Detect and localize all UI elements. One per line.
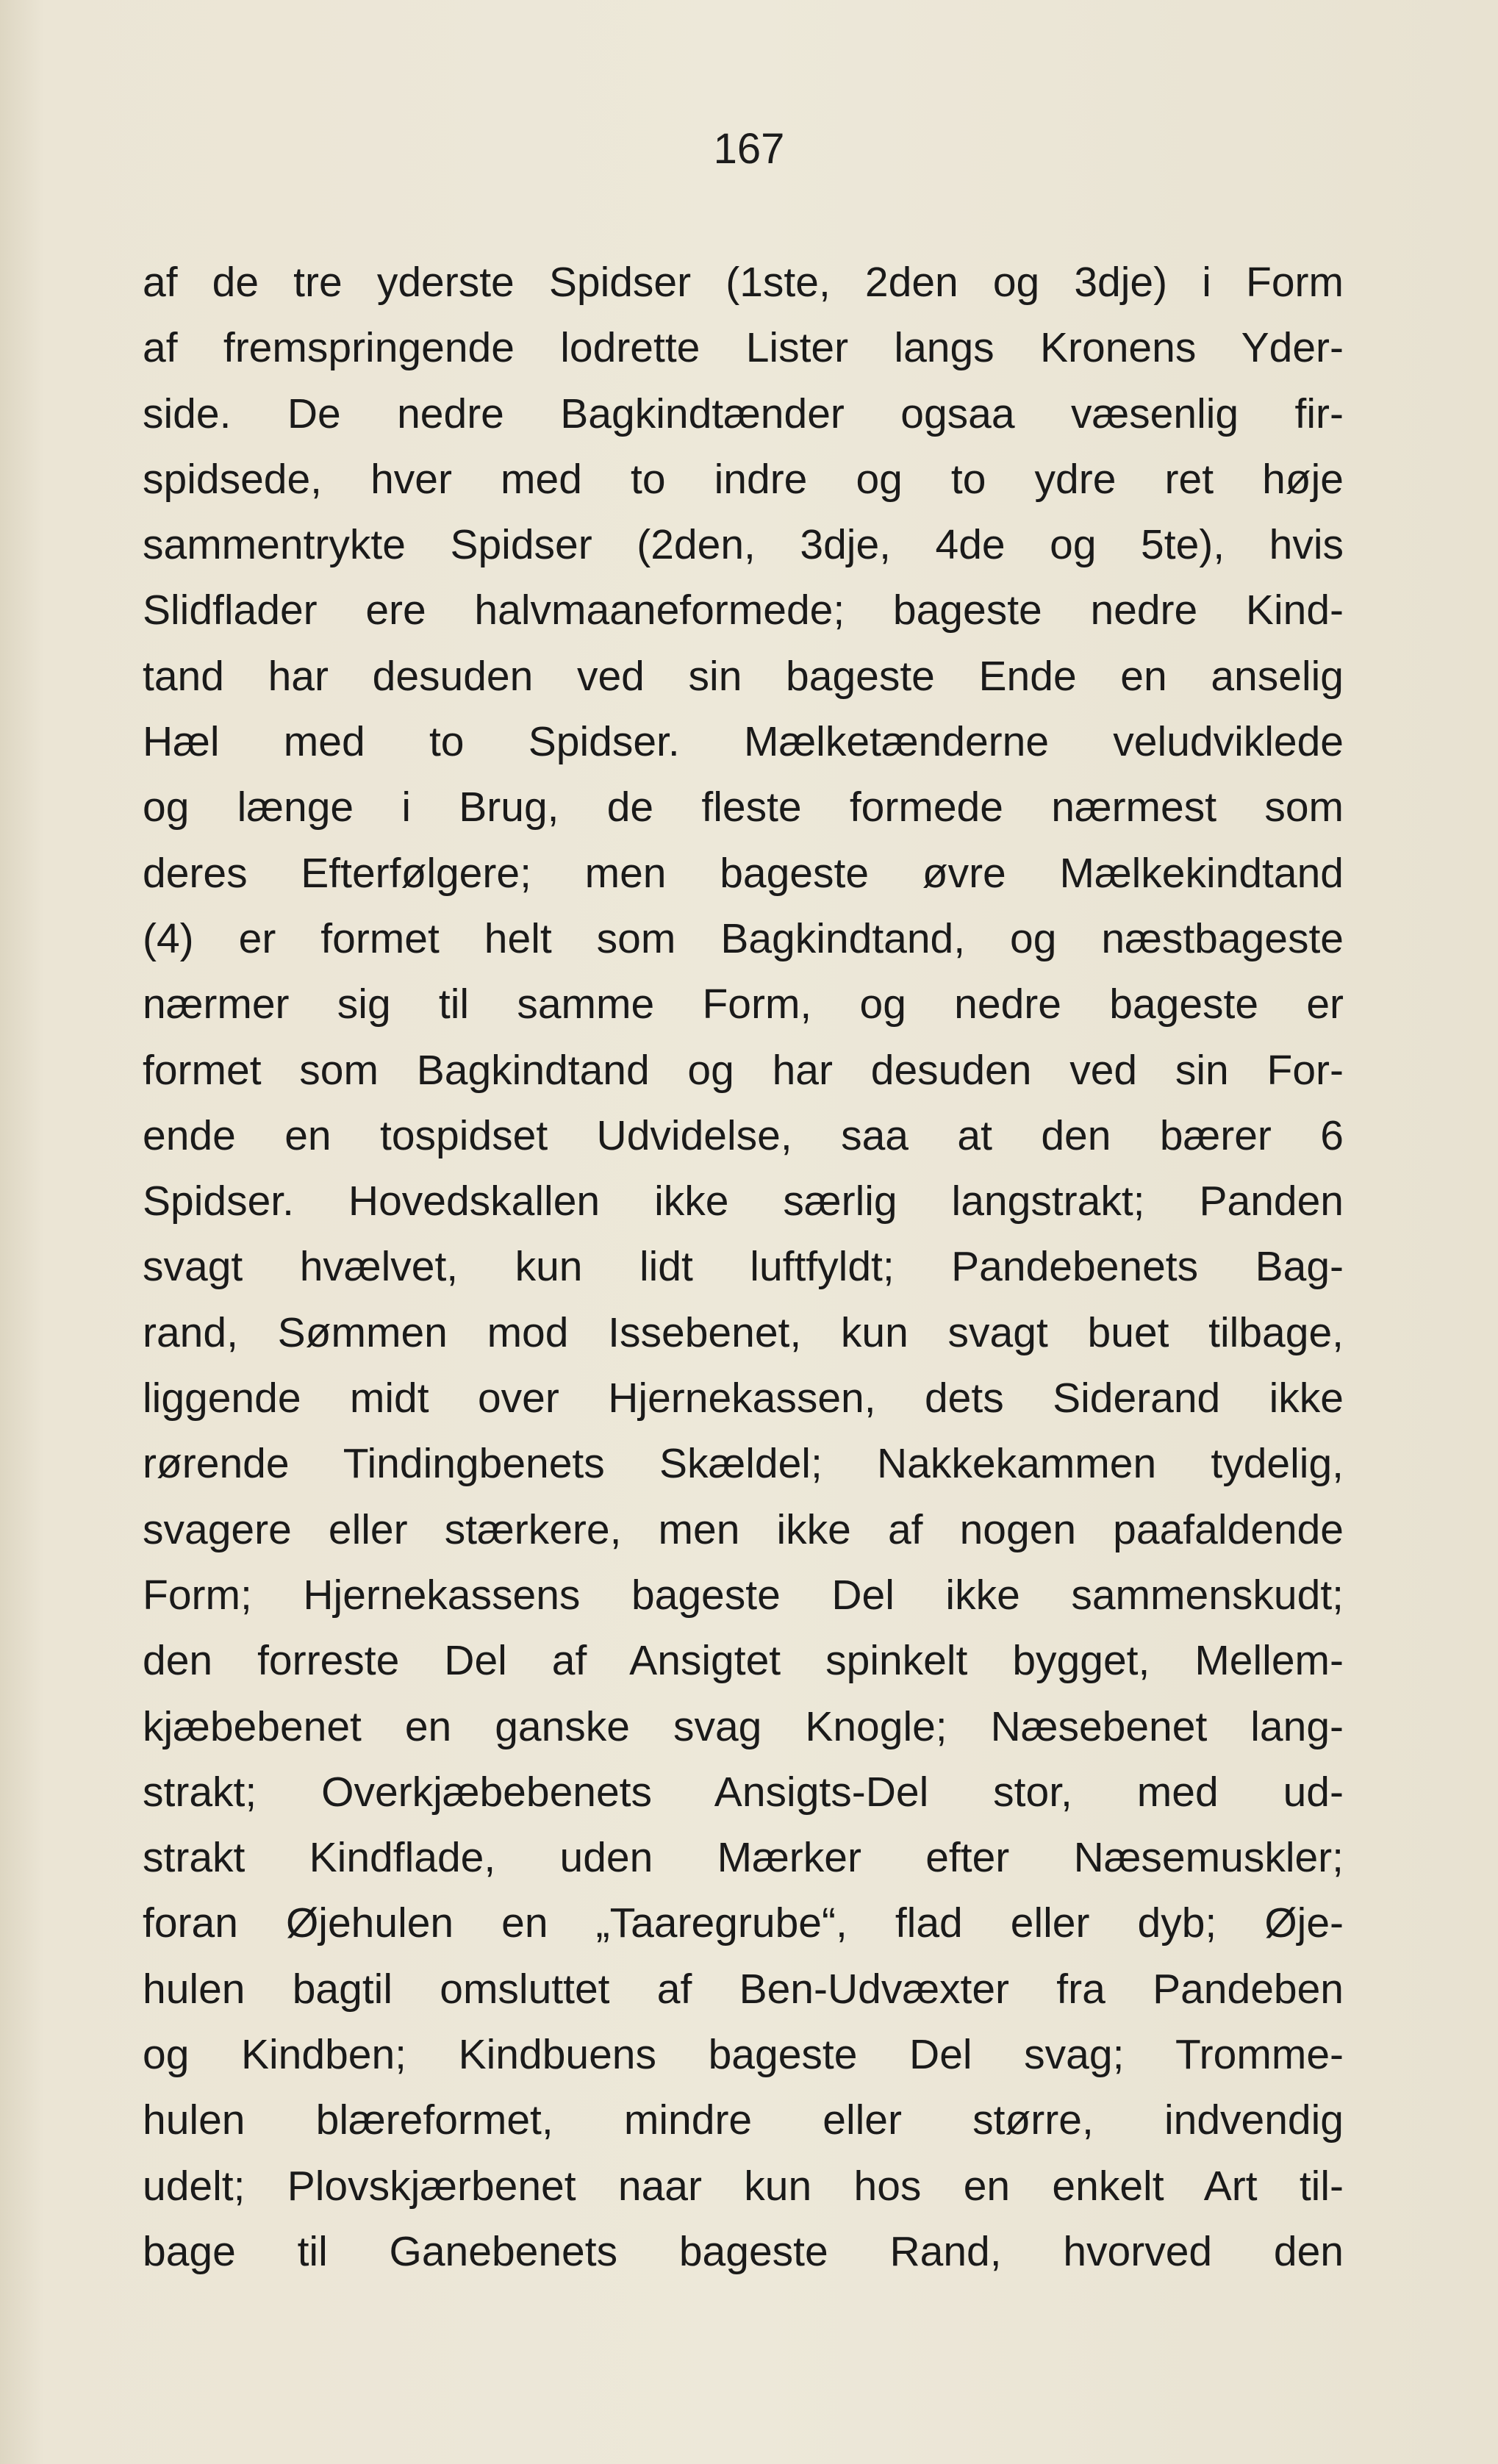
- text-line: og længe i Brug, de fleste formede nærmest som: [143, 784, 1344, 831]
- text-line: deres Efterfølgere; men bageste øvre Mælkekindtand: [143, 849, 1344, 897]
- text-line: Hæl med to Spidser. Mælketænderne veludviklede: [143, 718, 1344, 766]
- text-line: side. De nedre Bagkindtænder ogsaa væsenlig fir-: [143, 390, 1344, 437]
- text-line: Slidflader ere halvmaaneformede; bageste nedre Kind-: [143, 587, 1344, 634]
- text-line: foran Øjehulen en „Taaregrube“, flad eller dyb; Øje-: [143, 1899, 1344, 1947]
- text-line: bage til Ganebenets bageste Rand, hvorved den: [143, 2227, 1344, 2275]
- text-line: rand, Sømmen mod Issebenet, kun svagt buet tilbage,: [143, 1308, 1344, 1356]
- text-line: Form; Hjernekassens bageste Del ikke sammenskudt;: [143, 1571, 1344, 1619]
- text-line: rørende Tindingbenets Skældel; Nakkekammen tydelig,: [143, 1440, 1344, 1488]
- text-line: strakt; Overkjæbebenets Ansigts-Del stor, med ud-: [143, 1768, 1344, 1816]
- text-line: liggende midt over Hjernekassen, dets Siderand ikke: [143, 1375, 1344, 1422]
- text-line: (4) er formet helt som Bagkindtand, og næstbageste: [143, 914, 1344, 962]
- text-line: hulen blæreformet, mindre eller større, indvendig: [143, 2096, 1344, 2144]
- text-line: af fremspringende lodrette Lister langs Kronens Yder-: [143, 324, 1344, 372]
- text-line: svagere eller stærkere, men ikke af nogen paafaldende: [143, 1505, 1344, 1553]
- text-line: udelt; Plovskjærbenet naar kun hos en enkelt Art til-: [143, 2162, 1344, 2210]
- text-line: strakt Kindflade, uden Mærker efter Næsemuskler;: [143, 1834, 1344, 1882]
- text-line: svagt hvælvet, kun lidt luftfyldt; Pandebenets Bag-: [143, 1243, 1344, 1291]
- text-line: kjæbebenet en ganske svag Knogle; Næsebenet lang-: [143, 1702, 1344, 1750]
- text-line: af de tre yderste Spidser (1ste, 2den og 3dje) i Form: [143, 259, 1344, 306]
- page-number: 167: [713, 125, 785, 173]
- text-line: tand har desuden ved sin bageste Ende en anselig: [143, 652, 1344, 700]
- text-line: ende en tospidset Udvidelse, saa at den bærer 6: [143, 1111, 1344, 1159]
- text-line: sammentrykte Spidser (2den, 3dje, 4de og 5te), hvis: [143, 521, 1344, 569]
- text-line: og Kindben; Kindbuens bageste Del svag; Tromme-: [143, 2031, 1344, 2079]
- text-line: den forreste Del af Ansigtet spinkelt bygget, Mellem-: [143, 1637, 1344, 1685]
- body-text: [143, 250, 1344, 2285]
- text-line: hulen bagtil omsluttet af Ben-Udvæxter fra Pandeben: [143, 1965, 1344, 2013]
- text-line: nærmer sig til samme Form, og nedre bageste er: [143, 981, 1344, 1028]
- text-line: formet som Bagkindtand og har desuden ved sin For-: [143, 1046, 1344, 1094]
- text-line: spidsede, hver med to indre og to ydre ret høje: [143, 455, 1344, 503]
- text-line: Spidser. Hovedskallen ikke særlig langstrakt; Panden: [143, 1178, 1344, 1225]
